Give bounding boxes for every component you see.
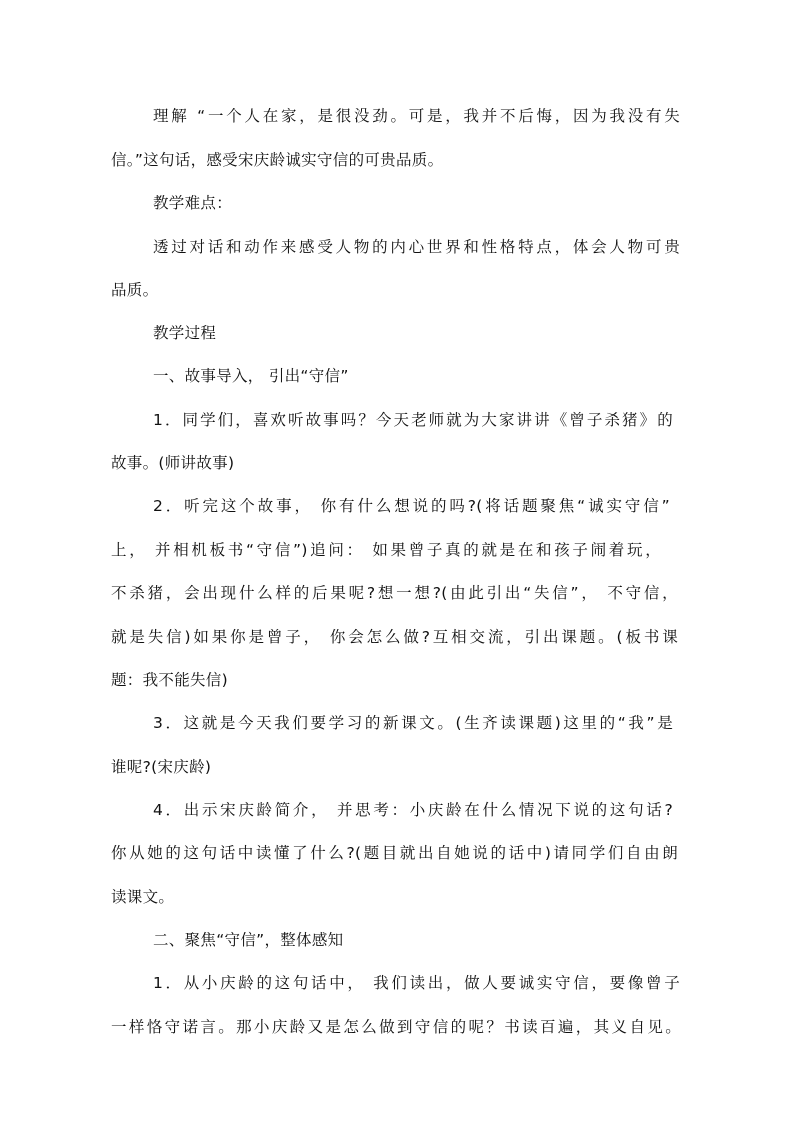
text-line: 1．同学们，喜欢听故事吗？今天老师就为大家讲讲《曾子杀猪》的 <box>153 411 673 429</box>
text-line: 4．出示宋庆龄简介， 并思考：小庆龄在什么情况下说的这句话? <box>153 801 673 819</box>
text-line: 一样恪守诺言。那小庆龄又是怎么做到守信的呢？书读百遍，其义自见。 <box>111 1018 681 1036</box>
text-line: 题：我不能失信) <box>111 671 228 689</box>
text-line: 你从她的这句话中读懂了什么?(题目就出自她说的话中)请同学们自由朗 <box>111 844 678 862</box>
text-line: 理解 “一个人在家，是很没劲。可是，我并不后悔，因为我没有失 <box>153 107 680 125</box>
section-heading: 一、故事导入， 引出“守信” <box>153 367 349 385</box>
text-line: 读课文。 <box>111 888 175 906</box>
text-line: 故事。(师讲故事) <box>111 454 235 472</box>
text-line: 上， 并相机板书“守信”)追问： 如果曾子真的就是在和孩子闹着玩， <box>111 541 661 559</box>
text-line: 不杀猪，会出现什么样的后果呢?想一想?(由此引出“失信”， 不守信， <box>111 584 678 602</box>
section-heading: 教学难点： <box>153 194 233 212</box>
text-line: 品质。 <box>111 281 159 299</box>
text-line: 就是失信)如果你是曾子， 你会怎么做?互相交流，引出课题。(板书课 <box>111 628 678 646</box>
text-line: 透过对话和动作来感受人物的内心世界和性格特点，体会人物可贵 <box>153 238 680 256</box>
text-line: 2．听完这个故事， 你有什么想说的吗?(将话题聚焦“诚实守信” <box>153 497 670 515</box>
section-heading: 二、聚焦“守信”，整体感知 <box>153 931 344 949</box>
text-line: 3．这就是今天我们要学习的新课文。(生齐读课题)这里的“我”是 <box>153 714 673 732</box>
text-line: 信。”这句话，感受宋庆龄诚实守信的可贵品质。 <box>111 151 444 169</box>
text-line: 1．从小庆龄的这句话中， 我们读出，做人要诚实守信，要像曾子 <box>153 974 680 992</box>
section-heading: 教学过程 <box>153 324 217 342</box>
text-line: 谁呢?(宋庆龄) <box>111 758 212 776</box>
